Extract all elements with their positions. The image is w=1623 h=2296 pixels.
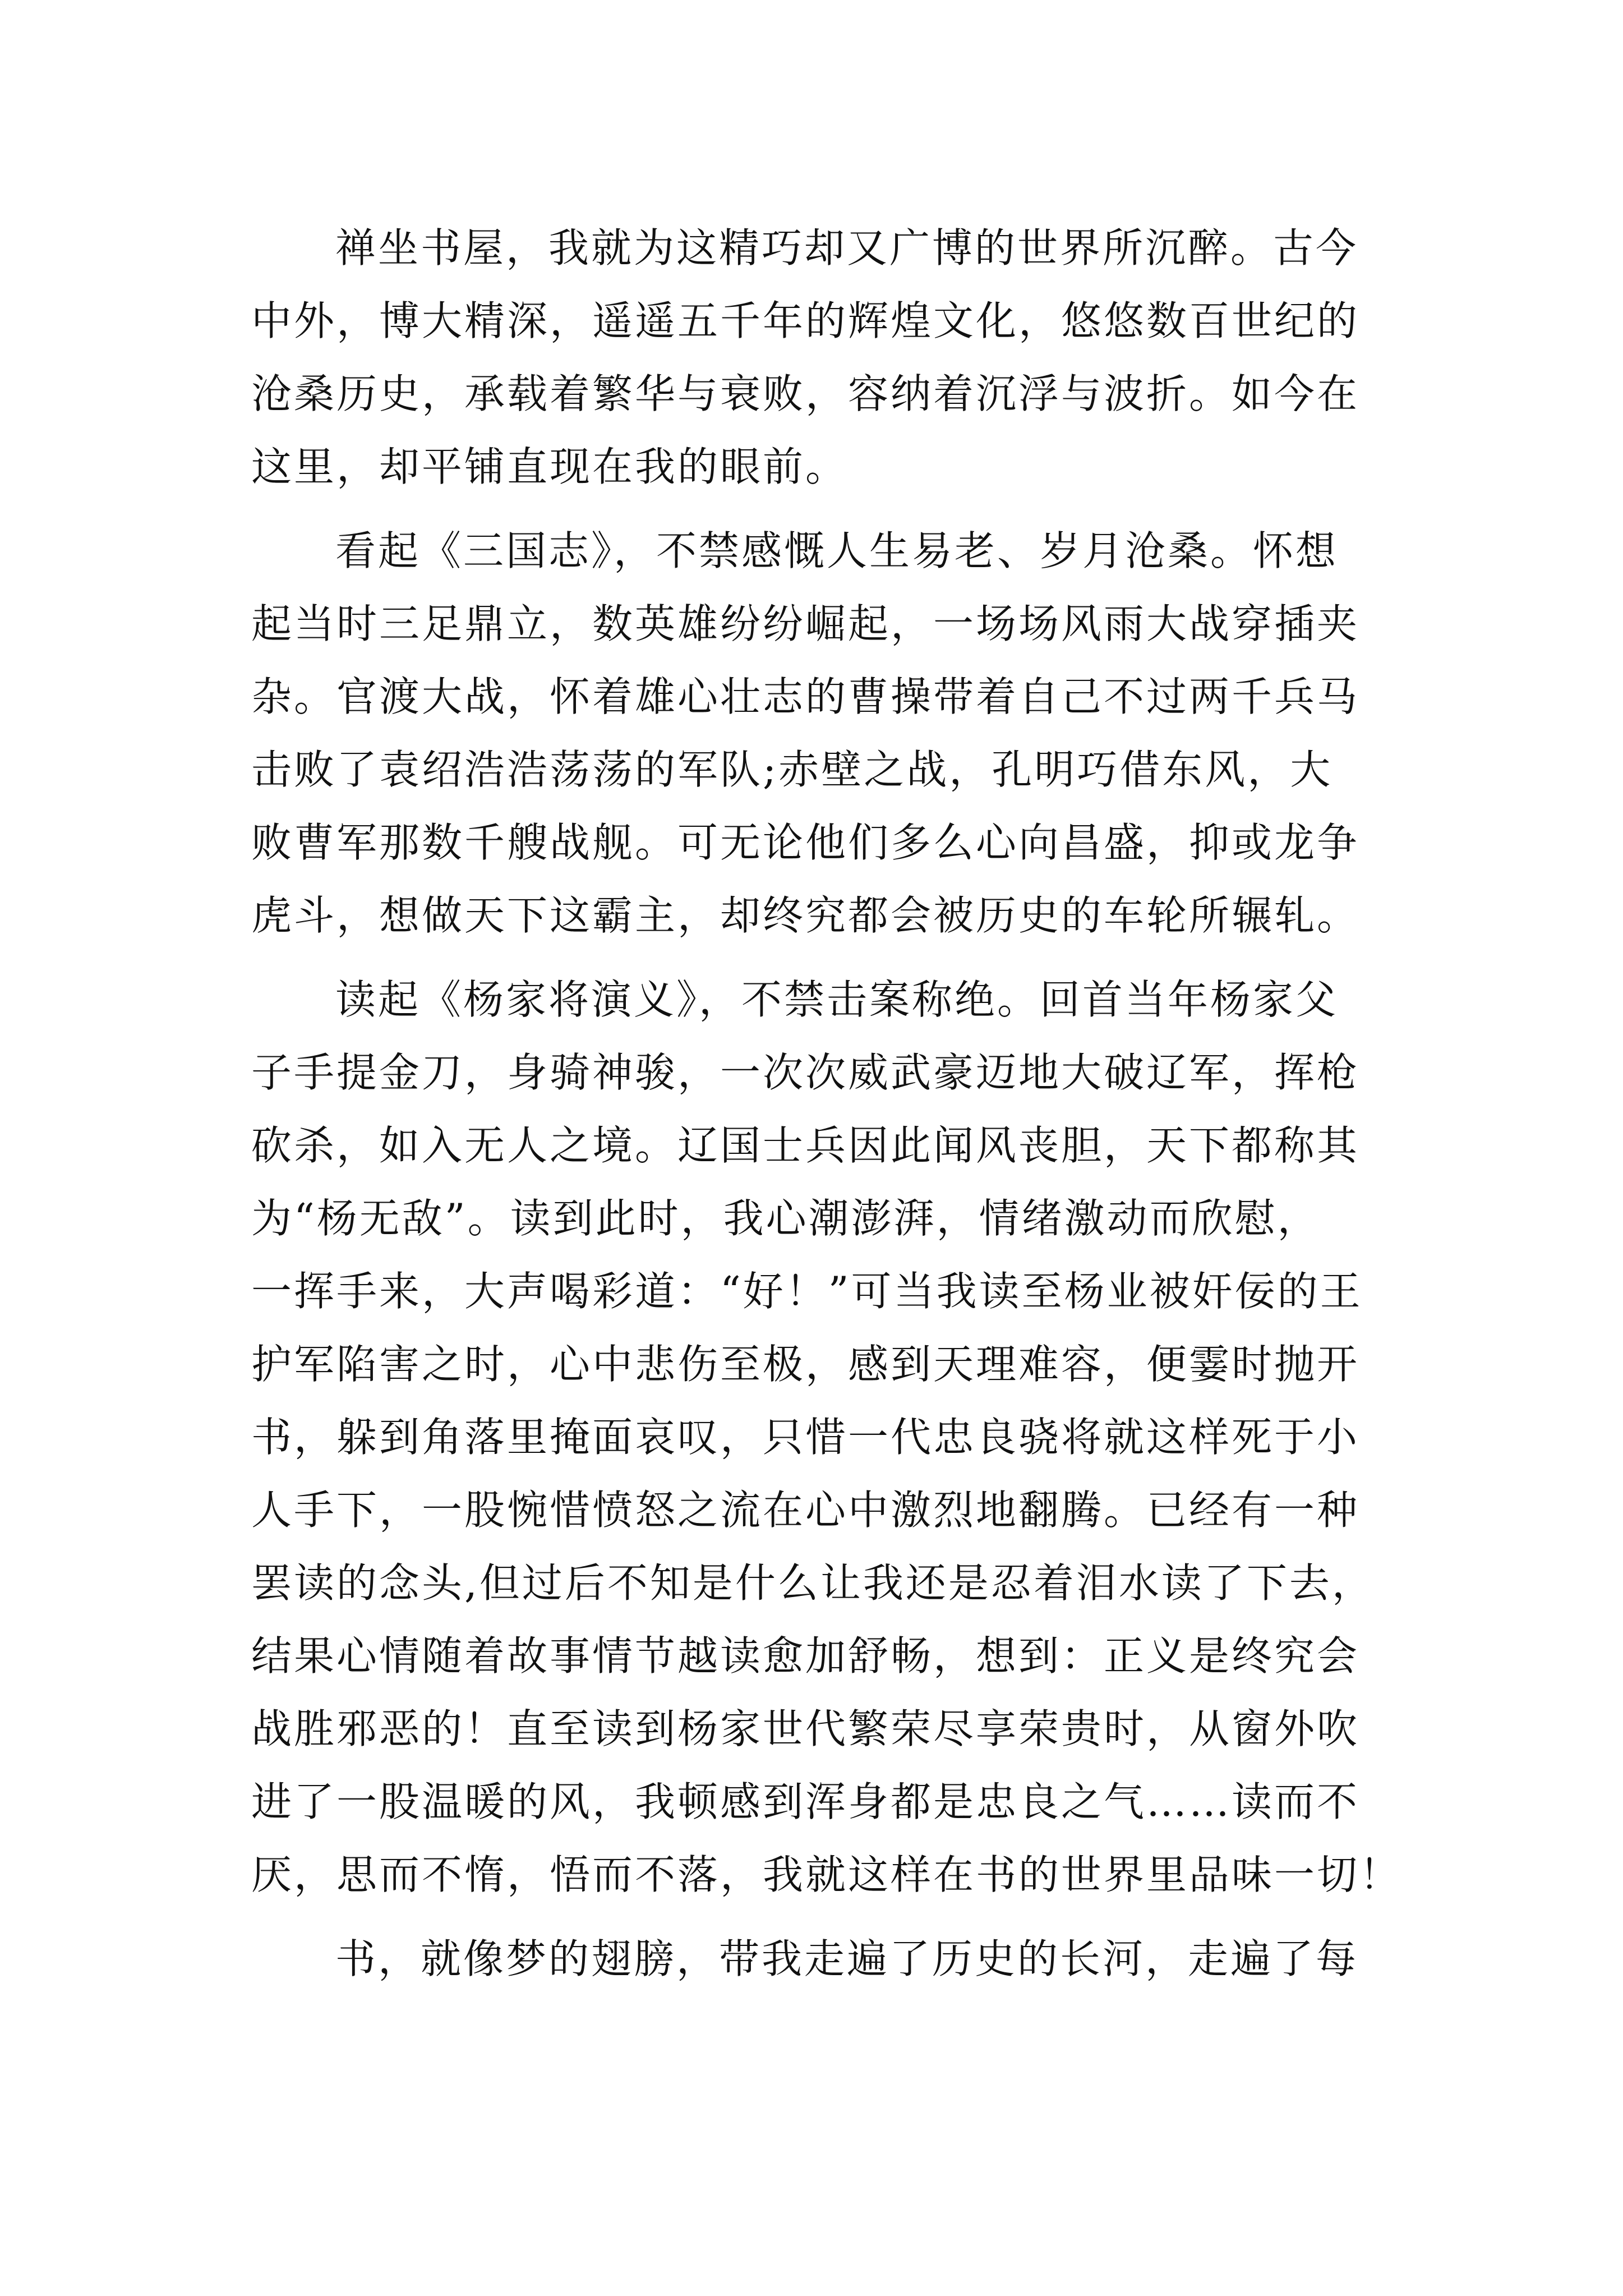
text-line: 起当时三足鼎立，数英雄纷纷崛起，一场场风雨大战穿插夹 [251, 600, 1360, 647]
text-line: 中外，博大精深，遥遥五千年的辉煌文化，悠悠数百世纪的 [251, 297, 1360, 344]
text-line: 结果心情随着故事情节越读愈加舒畅，想到：正义是终究会 [251, 1632, 1360, 1680]
text-line: 砍杀，如入无人之境。辽国士兵因此闻风丧胆，天下都称其 [251, 1122, 1360, 1169]
text-line: 看起《三国志》，不禁感慨人生易老、岁月沧桑。怀想 [335, 527, 1339, 574]
text-line: 人手下，一股惋惜愤怒之流在心中激烈地翻腾。已经有一种 [251, 1487, 1360, 1534]
text-line: 读起《杨家将演义》，不禁击案称绝。回首当年杨家父 [335, 976, 1339, 1023]
text-line: 沧桑历史，承载着繁华与衰败，容纳着沉浮与波折。如今在 [251, 370, 1360, 417]
text-line: 一挥手来，大声喝彩道：“好！”可当我读至杨业被奸佞的王 [251, 1268, 1363, 1315]
text-line: 这里，却平铺直现在我的眼前。 [251, 443, 849, 490]
text-line: 败曹军那数千艘战舰。可无论他们多么心向昌盛，抑或龙争 [251, 819, 1360, 866]
text-line: 虎斗，想做天下这霸主，却终究都会被历史的车轮所辗轧。 [251, 892, 1360, 939]
text-line: 击败了袁绍浩浩荡荡的军队;赤壁之战，孔明巧借东风，大 [251, 746, 1333, 793]
text-line: 子手提金刀，身骑神骏，一次次威武豪迈地大破辽军，挥枪 [251, 1049, 1360, 1096]
text-line: 杂。官渡大战，怀着雄心壮志的曹操带着自己不过两千兵马 [251, 673, 1360, 720]
text-line: 护军陷害之时，心中悲伤至极，感到天理难容，便霎时抛开 [251, 1341, 1360, 1388]
text-line: 进了一股温暖的风，我顿感到浑身都是忠良之气……读而不 [251, 1778, 1360, 1825]
text-line: 禅坐书屋，我就为这精巧却又广博的世界所沉醉。古今 [335, 224, 1359, 272]
text-line: 书，躲到角落里掩面哀叹，只惜一代忠良骁将就这样死于小 [251, 1414, 1360, 1461]
text-line: 战胜邪恶的！直至读到杨家世代繁荣尽享荣贵时，从窗外吹 [251, 1705, 1360, 1752]
text-line: 厌，思而不惰，悟而不落，我就这样在书的世界里品味一切！ [251, 1851, 1403, 1898]
text-line: 为“杨无敌”。读到此时，我心潮澎湃，情绪激动而欣慰， [251, 1195, 1320, 1242]
text-line: 书，就像梦的翅膀，带我走遍了历史的长河，走遍了每 [335, 1935, 1359, 1982]
text-line: 罢读的念头,但过后不知是什么让我还是忍着泪水读了下去， [251, 1559, 1375, 1607]
